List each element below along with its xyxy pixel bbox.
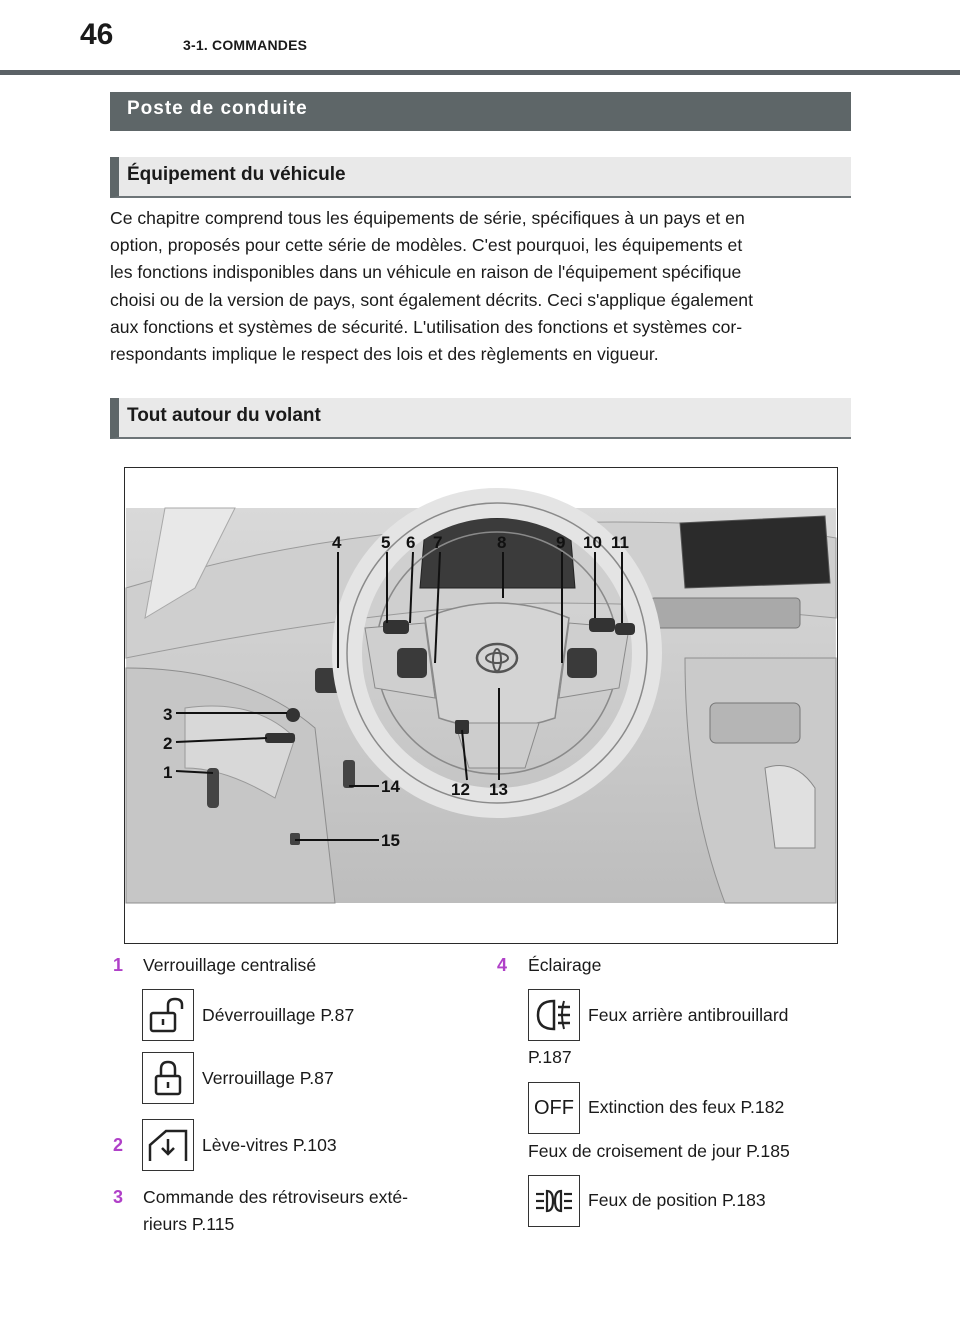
intro-paragraph [110,205,850,368]
callout-15: 15 [381,831,400,850]
section-title-main: Poste de conduite [110,92,851,131]
cockpit-illustration [124,467,838,944]
intro-line: respondants implique le respect des lois et des règlements en vigueur. [110,344,659,365]
page-number: 46 [80,18,114,51]
cockpit-drawing [125,468,837,943]
header-rule [0,70,960,75]
callout-7: 7 [433,533,443,552]
legend-lock: Verrouillage P.87 [202,1068,334,1088]
callout-3: 3 [163,705,173,724]
callout-9: 9 [556,533,566,552]
legend-label-lighting: Éclairage [528,955,602,975]
legend-number-1: 1 [113,955,124,975]
section-title-steering: Tout autour du volant [110,398,851,439]
rear-fog-light-icon [528,989,580,1041]
legend-rear-fog-line2: P.187 [528,1047,572,1067]
callout-10: 10 [583,533,602,552]
callout-5: 5 [381,533,391,552]
callout-6: 6 [406,533,416,552]
callout-12: 12 [451,780,470,799]
intro-line: option, proposés pour cette série de modèles. C'est pourquoi, les équipements et [110,235,743,256]
legend-mirrors-line1: Commande des rétroviseurs exté- [143,1187,408,1207]
lights-off-icon-text: OFF [534,1096,574,1119]
unlock-icon [142,989,194,1041]
intro-line: choisi ou de la version de pays, sont également décrits. Ceci s'applique également [110,289,753,310]
callout-8: 8 [497,533,507,552]
legend-daytime-lights: Feux de croisement de jour P.185 [528,1141,790,1161]
chapter-title: 3-1. COMMANDES [183,37,308,53]
legend-number-2: 2 [113,1135,124,1155]
section-title-equipment: Équipement du véhicule [110,157,851,198]
parking-light-icon [528,1175,580,1227]
legend-mirrors-line2: rieurs P.115 [143,1214,235,1234]
intro-line: les fonctions indisponibles dans un véhicule en raison de l'équipement spécifique [110,262,742,283]
callout-4: 4 [332,533,342,552]
callout-13: 13 [489,780,508,799]
legend-lights-off: Extinction des feux P.182 [588,1097,785,1117]
intro-line: aux fonctions et systèmes de sécurité. L'utilisation des fonctions et systèmes cor- [110,316,743,337]
legend-label-central-locking: Verrouillage centralisé [143,955,317,975]
callout-14: 14 [381,777,400,796]
legend-number-4: 4 [497,955,508,975]
legend-parking-lights: Feux de position P.183 [588,1190,766,1210]
intro-line: Ce chapitre comprend tous les équipements de série, spécifiques à un pays et en [110,208,745,228]
lock-icon [142,1052,194,1104]
callout-1: 1 [163,763,173,782]
callout-2: 2 [163,734,173,753]
window-lifter-icon [142,1119,194,1171]
legend-rear-fog-line1: Feux arrière antibrouillard [588,1005,789,1025]
legend-number-3: 3 [113,1187,124,1207]
lights-off-icon [528,1082,580,1134]
callout-11: 11 [611,533,629,552]
legend-unlock: Déverrouillage P.87 [202,1005,355,1025]
legend-window-lifter: Lève-vitres P.103 [202,1135,337,1155]
